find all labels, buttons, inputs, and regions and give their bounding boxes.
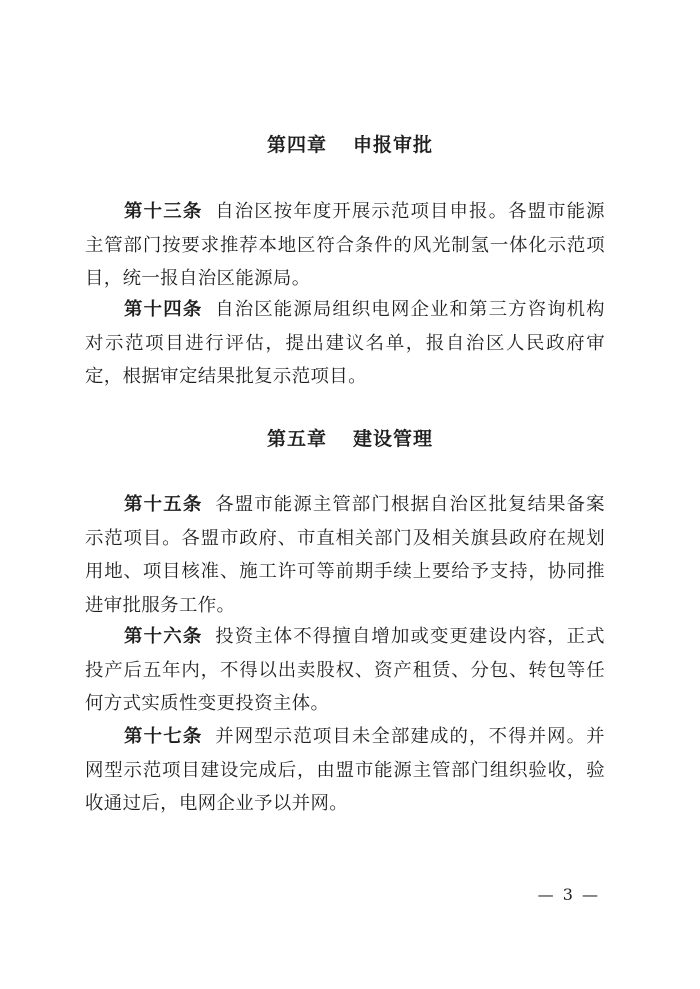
chapter-number: 第四章 — [266, 134, 327, 156]
article-label: 第十四条 — [124, 299, 203, 320]
article-label: 第十七条 — [124, 726, 203, 747]
article-text: 投资主体不得擅自增加或变更建设内容，正式投产后五年内，不得以出卖股权、资产租赁、分包、转包等任何方式实质性变更投资主体。 — [85, 626, 605, 714]
article-16 — [85, 620, 605, 721]
chapter-title: 申报审批 — [353, 134, 434, 156]
article-13 — [85, 195, 605, 296]
article-text: 自治区按年度开展示范项目申报。各盟市能源主管部门按要求推荐本地区符合条件的风光制氢一体化示范项目，统一报自治区能源局。 — [85, 201, 605, 289]
chapter-heading — [0, 136, 700, 155]
article-label: 第十六条 — [124, 626, 203, 647]
article-label: 第十五条 — [124, 494, 203, 515]
article-label: 第十三条 — [124, 201, 203, 222]
page-number: — 3 — — [537, 885, 600, 904]
chapter-heading — [0, 430, 700, 449]
article-15 — [85, 488, 605, 622]
chapter-number: 第五章 — [266, 428, 327, 450]
article-text: 并网型示范项目未全部建成的，不得并网。并网型示范项目建设完成后，由盟市能源主管部门组织验收，验收通过后，电网企业予以并网。 — [85, 726, 605, 814]
article-text: 各盟市能源主管部门根据自治区批复结果备案示范项目。各盟市政府、市直相关部门及相关旗县政府在规划用地、项目核准、施工许可等前期手续上要给予支持，协同推进审批服务工作。 — [85, 494, 605, 616]
article-17 — [85, 720, 605, 821]
article-text: 自治区能源局组织电网企业和第三方咨询机构对示范项目进行评估，提出建议名单，报自治区人民政府审定，根据审定结果批复示范项目。 — [85, 299, 605, 387]
chapter-title: 建设管理 — [353, 428, 434, 450]
article-14 — [85, 293, 605, 394]
